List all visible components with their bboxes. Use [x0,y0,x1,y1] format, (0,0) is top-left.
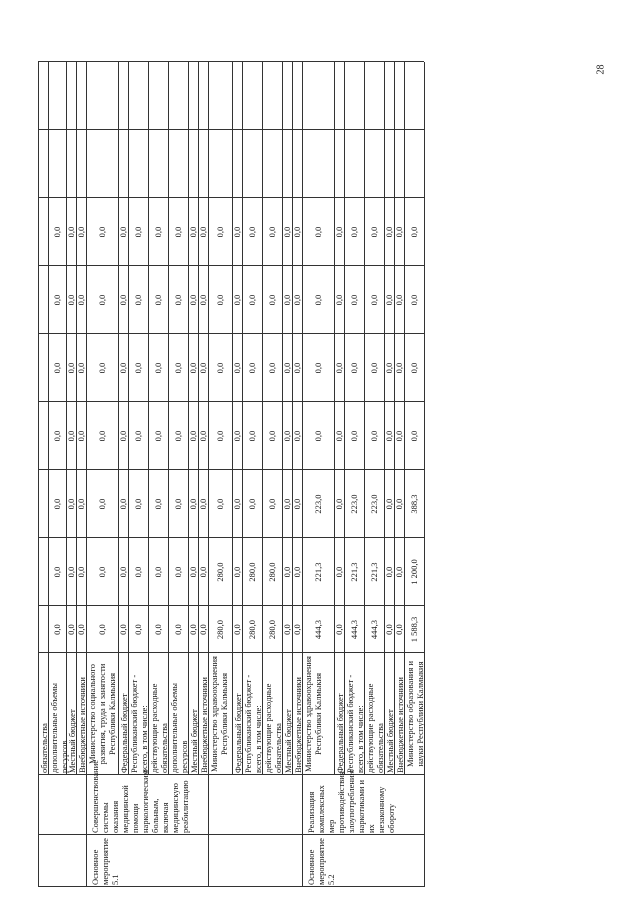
value-cell: 0,0 [384,430,394,442]
value-cell: 0,0 [369,362,379,374]
column-line [38,469,424,470]
value-cell: 0,0 [394,294,404,306]
value-cell: 0,0 [394,226,404,238]
value-cell: 0,0 [173,294,183,306]
value-cell: 0,0 [188,430,198,442]
value-cell: 0,0 [349,430,359,442]
value-cell: 0,0 [232,566,242,578]
value-cell: 0,0 [97,294,107,306]
column-line [38,401,424,402]
value-cell: 0,0 [97,362,107,374]
value-cell: 0,0 [247,430,257,442]
value-cell: 0,0 [334,430,344,442]
value-cell: 0,0 [133,226,143,238]
measure-name-label: Реализация комплексных мер противодействия злоупотреблению наркотиками и их незаконному обороту [306,769,396,833]
value-cell: 0,0 [409,430,419,442]
value-cell: 0,0 [66,566,76,578]
value-cell: 0,0 [232,498,242,510]
table-border [38,886,424,887]
value-cell: 0,0 [292,498,302,510]
value-cell: 0,0 [76,566,86,578]
funding-source-label: Внебюджетные источники [395,677,405,773]
value-cell: 0,0 [282,294,292,306]
value-cell: 0,0 [267,498,277,510]
value-cell: 0,0 [349,226,359,238]
value-cell: 0,0 [292,362,302,374]
value-cell: 0,0 [198,294,208,306]
value-cell: 0,0 [198,498,208,510]
value-cell: 0,0 [118,430,128,442]
value-cell: 0,0 [349,294,359,306]
value-cell: 0,0 [133,430,143,442]
value-cell: 0,0 [282,430,292,442]
value-cell: 0,0 [282,498,292,510]
value-cell: 0,0 [97,566,107,578]
column-line [38,537,424,538]
value-cell: 0,0 [247,498,257,510]
value-cell: 0,0 [52,498,62,510]
value-cell: 0,0 [282,566,292,578]
value-cell: 0,0 [313,226,323,238]
value-cell: 0,0 [52,226,62,238]
value-cell: 0,0 [267,294,277,306]
value-cell: 0,0 [247,362,257,374]
funding-source-label: Республиканский бюджет - всего, в том числе: [243,674,263,773]
value-cell: 0,0 [232,362,242,374]
funding-source-label: обязательства [39,723,49,773]
value-cell: 0,0 [76,362,86,374]
value-cell: 0,0 [153,566,163,578]
column-line [38,197,424,198]
funding-source-label: Внебюджетные источники [293,677,303,773]
value-cell: 0,0 [118,498,128,510]
value-cell: 0,0 [282,362,292,374]
value-cell: 0,0 [232,430,242,442]
value-cell: 0,0 [133,566,143,578]
value-cell: 0,0 [118,624,128,635]
column-line [38,333,424,334]
column-line [38,834,424,835]
value-cell: 0,0 [334,362,344,374]
value-cell: 223,0 [369,494,379,514]
table-border [38,61,424,62]
value-cell: 0,0 [173,498,183,510]
value-cell: 0,0 [52,624,62,635]
measure-name-label: Совершенствование системы оказания медицинской помощи наркологическим больным, включая медицинскую реабилитацию [90,759,190,833]
value-cell: 0,0 [153,624,163,635]
value-cell: 0,0 [133,624,143,635]
value-cell: 0,0 [133,362,143,374]
funding-source-label: Министерство здравоохранения Республики Калмыкия [209,656,229,772]
value-cell: 223,0 [349,494,359,514]
value-cell: 0,0 [76,498,86,510]
value-cell: 221,3 [369,562,379,582]
value-cell: 0,0 [153,362,163,374]
value-cell: 0,0 [384,566,394,578]
value-cell: 0,0 [247,294,257,306]
funding-source-label: Министерство социального развития, труда и занятости Республики Калмыкия [87,663,117,765]
value-cell: 0,0 [52,566,62,578]
funding-source-label: Федеральный бюджет [233,693,243,773]
value-cell: 0,0 [153,294,163,306]
value-cell: 0,0 [232,294,242,306]
value-cell: 0,0 [133,498,143,510]
funding-source-label: Местный бюджет [385,709,395,773]
value-cell: 0,0 [66,624,76,635]
value-cell: 444,3 [349,619,359,640]
funding-source-label: Министерство здравоохранения Республики Калмыкия [303,656,323,772]
funding-source-label: Внебюджетные источники [77,677,87,773]
value-cell: 0,0 [173,226,183,238]
value-cell: 0,0 [97,624,107,635]
value-cell: 0,0 [232,226,242,238]
value-cell: 0,0 [394,498,404,510]
value-cell: 280,0 [215,562,225,582]
value-cell: 0,0 [267,362,277,374]
value-cell: 0,0 [292,430,302,442]
value-cell: 0,0 [394,566,404,578]
value-cell: 0,0 [384,294,394,306]
value-cell: 280,0 [267,619,277,640]
value-cell: 0,0 [188,294,198,306]
value-cell: 0,0 [97,226,107,238]
value-cell: 0,0 [153,226,163,238]
value-cell: 0,0 [188,624,198,635]
value-cell: 0,0 [118,226,128,238]
value-cell: 0,0 [384,624,394,635]
value-cell: 0,0 [384,498,394,510]
value-cell: 0,0 [198,226,208,238]
value-cell: 280,0 [215,619,225,640]
value-cell: 1 588,3 [409,616,419,643]
value-cell: 0,0 [409,226,419,238]
value-cell: 0,0 [198,624,208,635]
value-cell: 0,0 [188,226,198,238]
value-cell: 0,0 [52,362,62,374]
value-cell: 0,0 [409,294,419,306]
funding-source-label: дополнительные объемы ресурсов [49,683,69,773]
funding-source-label: Федеральный бюджет [119,693,129,773]
value-cell: 0,0 [188,498,198,510]
value-cell: 0,0 [118,362,128,374]
funding-source-label: действующие расходные обязательства [365,683,385,773]
value-cell: 0,0 [313,430,323,442]
value-cell: 0,0 [66,362,76,374]
value-cell: 0,0 [215,498,225,510]
value-cell: 388,3 [409,494,419,514]
value-cell: 0,0 [313,294,323,306]
page-number: 28 [595,64,607,75]
value-cell: 0,0 [369,294,379,306]
value-cell: 0,0 [66,498,76,510]
value-cell: 280,0 [247,562,257,582]
funding-source-label: Внебюджетные источники [199,677,209,773]
value-cell: 0,0 [198,430,208,442]
value-cell: 444,3 [369,619,379,640]
group-line [86,775,87,887]
value-cell: 0,0 [97,430,107,442]
value-cell: 0,0 [215,226,225,238]
value-cell: 0,0 [188,566,198,578]
value-cell: 0,0 [153,430,163,442]
column-line [38,265,424,266]
funding-source-label: Местный бюджет [283,709,293,773]
value-cell: 0,0 [282,624,292,635]
value-cell: 0,0 [334,566,344,578]
funding-source-label: действующие расходные обязательства [263,683,283,773]
funding-source-label: Республиканский бюджет - всего, в том числе: [345,674,365,773]
funding-source-label: Местный бюджет [67,709,77,773]
value-cell: 0,0 [232,624,242,635]
value-cell: 0,0 [409,362,419,374]
value-cell: 0,0 [215,430,225,442]
value-cell: 0,0 [133,294,143,306]
value-cell: 0,0 [173,430,183,442]
value-cell: 0,0 [198,362,208,374]
value-cell: 221,3 [313,562,323,582]
value-cell: 0,0 [215,294,225,306]
value-cell: 0,0 [394,430,404,442]
value-cell: 0,0 [153,498,163,510]
value-cell: 0,0 [118,294,128,306]
value-cell: 0,0 [313,362,323,374]
value-cell: 0,0 [76,624,86,635]
funding-source-label: действующие расходные обязательства [149,683,169,773]
value-cell: 0,0 [118,566,128,578]
column-line [38,652,424,653]
value-cell: 0,0 [76,226,86,238]
value-cell: 0,0 [52,294,62,306]
value-cell: 1 200,0 [409,559,419,585]
value-cell: 0,0 [215,362,225,374]
value-cell: 0,0 [66,294,76,306]
value-cell: 0,0 [198,566,208,578]
value-cell: 0,0 [97,498,107,510]
value-cell: 0,0 [188,362,198,374]
value-cell: 0,0 [173,624,183,635]
value-cell: 0,0 [173,566,183,578]
value-cell: 0,0 [334,498,344,510]
value-cell: 0,0 [76,430,86,442]
value-cell: 0,0 [369,226,379,238]
value-cell: 0,0 [394,362,404,374]
funding-source-label: Местный бюджет [189,709,199,773]
funding-source-label: Министерство образования и науки Республики Калмыкия [405,660,425,768]
value-cell: 0,0 [394,624,404,635]
value-cell: 0,0 [173,362,183,374]
column-line [38,129,424,130]
value-cell: 0,0 [292,624,302,635]
value-cell: 0,0 [282,226,292,238]
funding-source-label: дополнительные объемы ресурсов [169,683,189,773]
value-cell: 0,0 [292,226,302,238]
value-cell: 0,0 [292,566,302,578]
value-cell: 0,0 [334,624,344,635]
measure-type-label: Основное мероприятие 5.2 [306,838,336,885]
group-line [302,775,303,887]
value-cell: 280,0 [267,562,277,582]
value-cell: 280,0 [247,619,257,640]
measure-type-label: Основное мероприятие 5.1 [90,838,120,885]
value-cell: 0,0 [369,430,379,442]
value-cell: 0,0 [334,226,344,238]
value-cell: 0,0 [384,362,394,374]
value-cell: 0,0 [384,226,394,238]
value-cell: 0,0 [292,294,302,306]
funding-source-label: Федеральный бюджет [335,693,345,773]
value-cell: 0,0 [52,430,62,442]
value-cell: 0,0 [349,362,359,374]
column-line [38,605,424,606]
value-cell: 0,0 [76,294,86,306]
funding-source-label: Республиканский бюджет - всего, в том числе: [129,674,149,773]
value-cell: 223,0 [313,494,323,514]
value-cell: 0,0 [267,226,277,238]
value-cell: 0,0 [267,430,277,442]
value-cell: 0,0 [247,226,257,238]
value-cell: 0,0 [66,226,76,238]
value-cell: 0,0 [66,430,76,442]
value-cell: 221,3 [349,562,359,582]
value-cell: 0,0 [334,294,344,306]
value-cell: 444,3 [313,619,323,640]
